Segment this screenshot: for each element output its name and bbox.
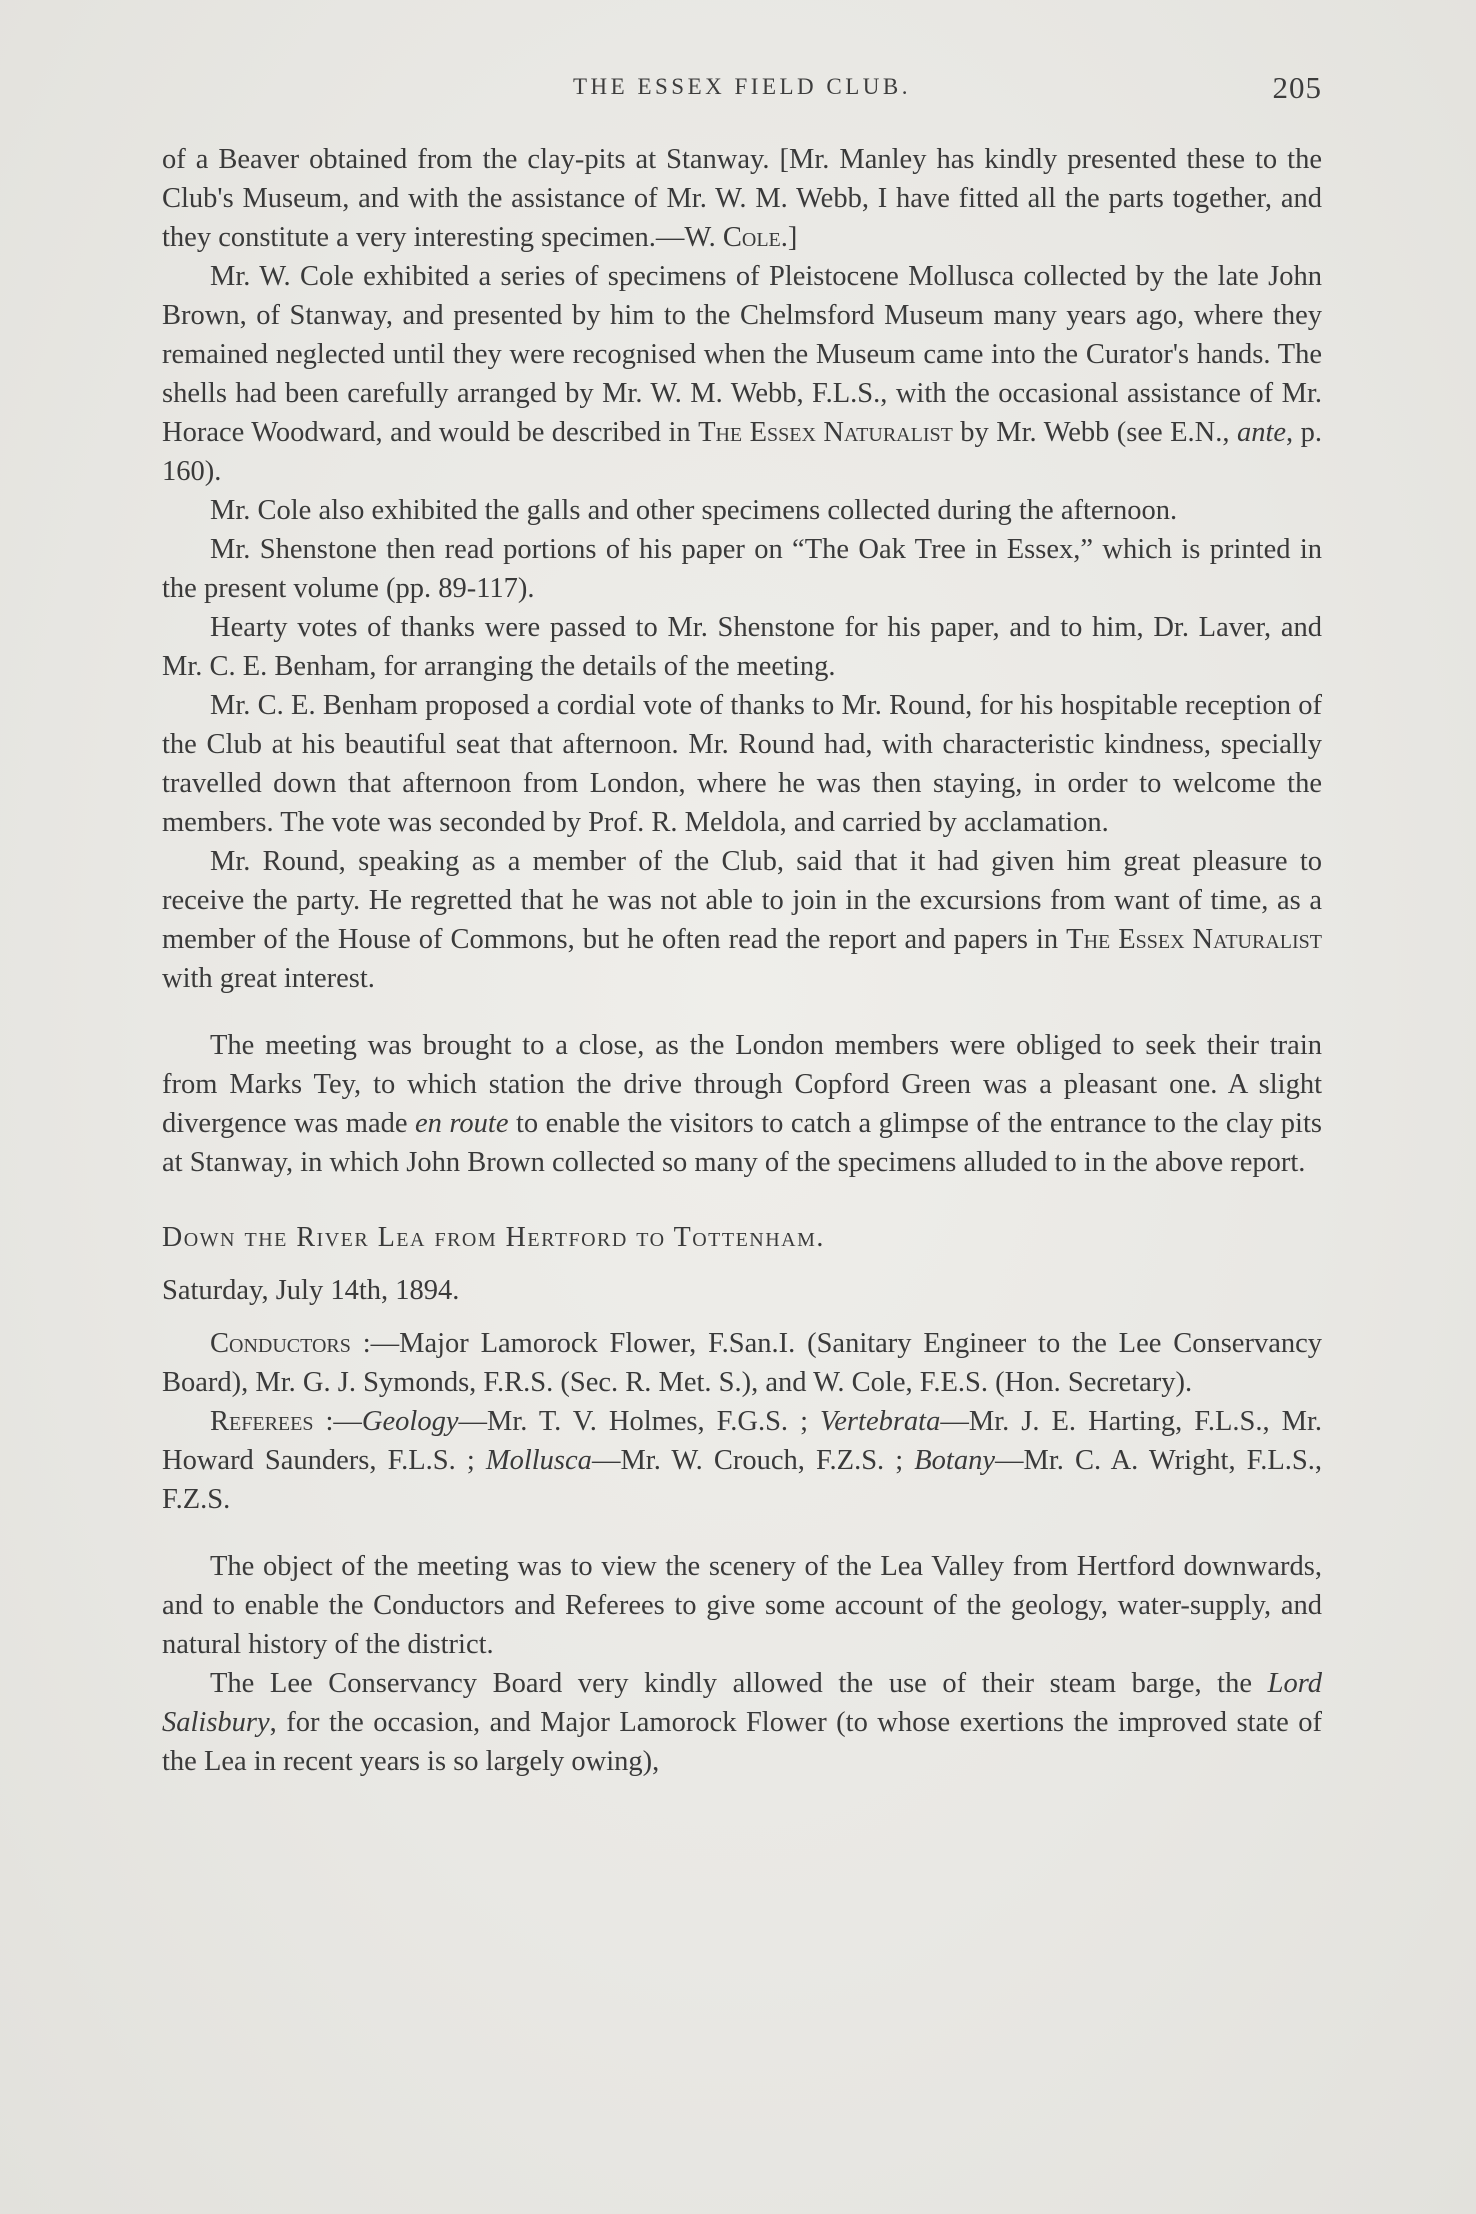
paragraph-galls: Mr. Cole also exhibited the galls and other specimens collected during the afternoon. — [210, 495, 1178, 526]
page-number: 205 — [1272, 70, 1322, 105]
running-title: THE ESSEX FIELD CLUB. — [573, 74, 911, 99]
section-date: Saturday, July 14th, 1894. — [162, 1275, 460, 1306]
journal-title: The Essex Naturalist — [698, 417, 953, 448]
paragraph-barge: The Lee Conservancy Board very kindly allowed the use of their steam barge, the Lord Salisbury, for the occasion, and Major Lamorock Flower (to whose exertions the improved state of the Lea in recent years is so largely owing), — [162, 1668, 1322, 1777]
paragraph-conductors: Conductors :—Major Lamorock Flower, F.San.I. (Sanitary Engineer to the Lee Conservancy Board), Mr. G. J. Symonds, F.R.S. (Sec. R. Met. S.), and W. Cole, F.E.S. (Hon. Secretary). — [162, 1328, 1322, 1398]
body-text — [162, 140, 1322, 1781]
barge-name: Lord Salisbury — [162, 1668, 1322, 1738]
paragraph-close: The meeting was brought to a close, as the London members were obliged to seek their train from Marks Tey, to which station the drive through Copford Green was a pleasant one. A slight divergence was made en route to enable the visitors to catch a glimpse of the entrance to the clay pits at Stanway, in which John Brown collected so many of the specimens alluded to in the above report. — [162, 1030, 1322, 1178]
paragraph-mollusca: Mr. W. Cole exhibited a series of specimens of Pleistocene Mollusca collected by the late John Brown, of Stanway, and presented by him to the Chelmsford Museum many years ago, where they remained neglected until they were recognised when the Museum came into the Curator's hands. The shells had been carefully arranged by Mr. W. M. Webb, F.L.S., with the occasional assistance of Mr. Horace Woodward, and would be described in The Essex Naturalist by Mr. Webb (see E.N., ante, p. 160). — [162, 261, 1323, 487]
paragraph-round-thanks: Mr. C. E. Benham proposed a cordial vote of thanks to Mr. Round, for his hospitable reception of the Club at his beautiful seat that afternoon. Mr. Round had, with characteristic kindness, specially travelled down that afternoon from London, where he was then staying, in order to welcome the members. The vote was seconded by Prof. R. Meldola, and carried by acclamation. — [162, 690, 1322, 838]
paragraph-referees: Referees :—Geology—Mr. T. V. Holmes, F.G.S. ; Vertebrata—Mr. J. E. Harting, F.L.S., Mr. Howard Saunders, F.L.S. ; Mollusca—Mr. W. Crouch, F.Z.S. ; Botany—Mr. C. A. Wright, F.L.S., F.Z.S. — [162, 1406, 1323, 1515]
journal-title: The Essex Naturalist — [1066, 924, 1322, 955]
paragraph-beaver: of a Beaver obtained from the clay-pits at Stanway. [Mr. Manley has kindly presented these to the Club's Museum, and with the assistance of Mr. W. M. Webb, I have fitted all the parts together, and they constitute a very interesting specimen.—W. Cole.] — [162, 144, 1322, 253]
section-title: Down the River Lea from Hertford to Tottenham. — [162, 1222, 825, 1253]
paragraph-round-speech: Mr. Round, speaking as a member of the Club, said that it had given him great pleasure to receive the party. He regretted that he was not able to join in the excursions from want of time, as a member of the House of Commons, but he often read the report and papers in The Essex Naturalist with great interest. — [162, 846, 1322, 994]
author-signature: Cole — [722, 222, 781, 253]
paragraph-object: The object of the meeting was to view the scenery of the Lea Valley from Hertford downwards, and to enable the Conductors and Referees to give some account of the geology, water-supply, and natural history of the district. — [162, 1551, 1322, 1660]
paragraph-oak-tree: Mr. Shenstone then read portions of his paper on “The Oak Tree in Essex,” which is printed in the present volume (pp. 89-117). — [162, 534, 1322, 604]
page-header — [162, 70, 1322, 110]
paragraph-votes: Hearty votes of thanks were passed to Mr. Shenstone for his paper, and to him, Dr. Laver, and Mr. C. E. Benham, for arranging the details of the meeting. — [162, 612, 1322, 682]
